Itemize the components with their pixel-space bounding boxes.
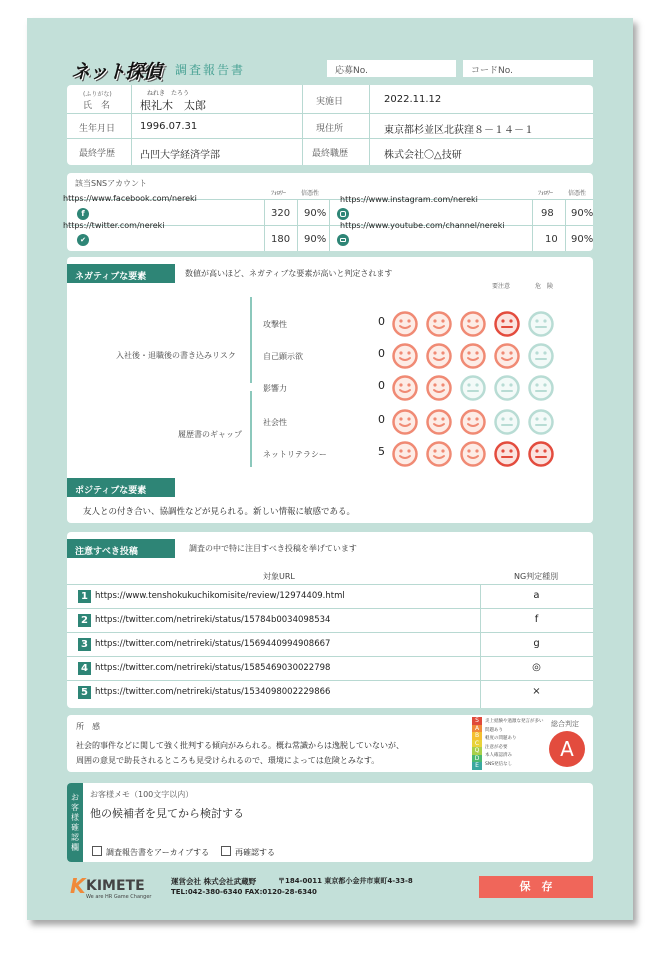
birth-value: 1996.07.31 [140,121,198,132]
post-url[interactable]: https://twitter.com/netrireki/status/1569440994908667 [95,639,331,649]
kimete-k-icon: K [70,874,86,898]
profile-card [67,85,593,165]
warning-face-icon [392,409,418,435]
post-url[interactable]: https://twitter.com/netrireki/status/15784b0034098534 [95,615,331,625]
education-label: 最終学歴 [79,149,116,159]
reliability-header-right: 信憑性 [568,190,587,197]
grade-scale-description: 軽度の問題あり [485,736,517,741]
instagram-icon [337,208,349,220]
overall-grade: A [560,737,574,761]
warning-face-icon [426,441,452,467]
findings-line-1: 社会的事件などに関して強く批判する傾向がみられる。概ね常識からは逸脱していないが、 [76,741,404,750]
post-row[interactable] [67,608,593,632]
company-contact: TEL:042-380-6340 FAX:0120-28-6340 [171,888,317,896]
post-ng-type: f [534,614,539,625]
memo-label: お客様メモ（100文字以内） [90,790,194,799]
save-button-label: 保 存 [519,880,553,893]
sns-card [63,173,594,251]
danger-face-icon [494,311,520,337]
group-label-resume-gap: 履歴書のギャップ [178,430,242,439]
post-ng-type: g [533,638,540,649]
youtube-icon [337,234,349,246]
reconfirm-checkbox[interactable] [221,846,275,858]
group-label-posting-risk: 入社後・退職後の書き込みリスク [116,351,236,360]
negative-row-score: 0 [378,347,385,360]
reliability-header-left: 信憑性 [301,190,320,197]
name-value: 根礼木 太郎 [140,99,206,112]
neutral-face-icon [460,375,486,401]
report-title: 調査報告書 [175,63,246,77]
save-button[interactable] [479,876,593,898]
logo: ネット探偵 [71,61,162,83]
findings-title: 所 感 [76,722,100,731]
name-label: 氏 名 [83,101,111,111]
findings-card [67,715,593,772]
negative-row-label: 自己顕示欲 [263,352,303,361]
post-url[interactable]: https://twitter.com/netrireki/status/1585469030022798 [95,663,331,673]
memo-side-label [67,783,83,862]
post-row[interactable] [67,680,593,704]
danger-label: 危 険 [535,283,554,290]
date-value: 2022.11.12 [384,94,442,105]
kimete-brand: KIMETE [86,878,145,894]
warning-face-icon [426,375,452,401]
neutral-face-icon [528,311,554,337]
reconfirm-checkbox-box[interactable] [221,846,231,856]
application-no-field[interactable] [327,60,456,77]
date-label: 実施日 [316,97,344,107]
warning-face-icon [460,441,486,467]
posts-description: 調査の中で特に注目すべき投稿を挙げています [189,544,357,553]
job-value: 株式会社〇△技研 [384,150,462,161]
followers-twitter: 180 [271,234,291,245]
sns-url-twitter[interactable]: https://twitter.com/nereki [63,221,165,230]
address-label: 現住所 [316,124,344,134]
reconfirm-checkbox-label: 再確認する [235,848,275,857]
post-row[interactable] [67,632,593,656]
job-label: 最終職歴 [312,149,349,159]
neutral-face-icon [528,409,554,435]
post-url[interactable]: https://twitter.com/netrireki/status/1534098002229866 [95,687,331,697]
type-column-header: NG判定種別 [514,572,559,581]
grade-scale-cell: B [472,732,482,740]
grade-scale-text [485,718,545,770]
warning-face-icon [460,409,486,435]
negative-row-score: 0 [378,379,385,392]
followers-youtube: 10 [545,234,558,245]
negative-row-label: 攻撃性 [263,320,287,329]
negative-row-score: 5 [378,445,385,458]
neutral-face-icon [528,375,554,401]
post-ng-type: × [532,686,541,697]
sns-url-facebook[interactable]: https://www.facebook.com/nereki [63,194,197,203]
danger-face-icon [494,441,520,467]
neutral-face-icon [494,409,520,435]
negative-row-score: 0 [378,413,385,426]
negative-description: 数値が高いほど、ネガティブな要素が高いと判定されます [185,269,393,278]
warning-face-icon [426,409,452,435]
company-name: 運営会社 株式会社武蔵野 [171,877,257,886]
negative-row-label: 影響力 [263,384,287,393]
post-row[interactable] [67,584,593,608]
reliability-instagram: 90% [571,208,594,219]
reliability-facebook: 90% [304,208,327,219]
post-number: 1 [78,590,91,603]
kimete-logo [70,876,170,902]
sns-url-instagram[interactable]: https://www.instagram.com/nereki [340,195,478,204]
post-ng-type: a [533,590,540,601]
grade-scale-description: 本人確認済み [485,753,512,758]
warning-face-icon [392,311,418,337]
furigana-label: (ふりがな) [83,91,112,98]
grade-scale-description: SNS発信なし [485,761,513,767]
positive-text: 友人との付き合い、協調性などが見られる。新しい情報に敏感である。 [83,507,356,517]
findings-line-2: 周囲の意見で助長されるところも見受けられるので、環境によっては危険とみなす。 [76,756,380,765]
posts-card [67,532,593,708]
sns-title: 該当SNSアカウント [75,179,148,188]
followers-facebook: 320 [271,208,291,219]
grade-scale-description: 問題あり [485,727,503,733]
grade-scale [472,717,482,770]
archive-checkbox-box[interactable] [92,846,102,856]
memo-side-label-text: お客様確認欄 [71,793,79,852]
grade-scale-cell: S [472,717,482,725]
neutral-face-icon [494,375,520,401]
warning-face-icon [460,311,486,337]
grade-scale-description: 注意が必要 [485,744,508,750]
report-sheet [27,18,633,920]
overall-label: 総合判定 [551,720,579,728]
warning-face-icon [494,343,520,369]
post-number: 3 [78,638,91,651]
negative-card [67,257,593,479]
birth-label: 生年月日 [79,124,116,134]
post-number: 2 [78,614,91,627]
application-no-label: 応募No. [335,66,368,76]
negative-row-score: 0 [378,315,385,328]
memo-card [67,783,593,862]
grade-scale-cell: C [472,740,482,748]
archive-checkbox[interactable] [92,846,209,858]
furigana-value: ねれき たろう [147,90,190,97]
negative-title: ネガティブな要素 [67,264,175,283]
reliability-youtube: 90% [571,234,594,245]
followers-header-left: ﾌｫﾛﾜｰ [271,190,287,197]
sns-url-youtube[interactable]: https://www.youtube.com/channel/nereki [340,221,505,230]
post-number: 4 [78,662,91,675]
post-url[interactable]: https://www.tenshokukuchikomisite/review/12974409.html [95,591,345,601]
warning-face-icon [392,375,418,401]
post-number: 5 [78,686,91,699]
posts-title: 注意すべき投稿 [67,539,175,558]
post-ng-type: ◎ [532,662,541,673]
warning-face-icon [392,441,418,467]
post-row[interactable] [67,656,593,680]
address-value: 東京都杉並区北荻窪８－１４－１ [384,125,534,136]
overall-grade-badge [549,731,585,767]
warning-face-icon [426,343,452,369]
education-value: 凸凹大学経済学部 [140,150,220,161]
kimete-tagline: We are HR Game Changer [86,894,152,900]
memo-input[interactable]: 他の候補者を見てから検討する [90,807,244,820]
grade-scale-cell: D [472,755,482,763]
negative-row-label: ネットリテラシー [263,450,327,459]
neutral-face-icon [528,343,554,369]
followers-instagram: 98 [541,208,554,219]
grade-scale-cell: A [472,725,482,733]
url-column-header: 対象URL [263,572,295,581]
archive-checkbox-label: 調査報告書をアーカイブする [106,848,210,857]
warning-face-icon [460,343,486,369]
caution-label: 要注意 [492,283,511,290]
danger-face-icon [528,441,554,467]
positive-card [67,471,593,523]
negative-row-label: 社会性 [263,418,287,427]
facebook-icon: f [77,208,89,220]
positive-title: ポジティブな要素 [67,478,175,497]
grade-scale-cell: E [472,762,482,770]
warning-face-icon [426,311,452,337]
company-address: 〒184-0011 東京都小金井市東町4-33-8 [278,877,413,885]
warning-face-icon [392,343,418,369]
reliability-twitter: 90% [304,234,327,245]
code-no-field[interactable] [463,60,593,77]
code-no-label: コードNo. [471,66,513,76]
twitter-icon: ✔ [77,234,89,246]
grade-scale-description: 炎上経験や過激な発言が多い [485,719,544,724]
grade-scale-cell: Q [472,747,482,755]
followers-header-right: ﾌｫﾛﾜｰ [538,190,554,197]
